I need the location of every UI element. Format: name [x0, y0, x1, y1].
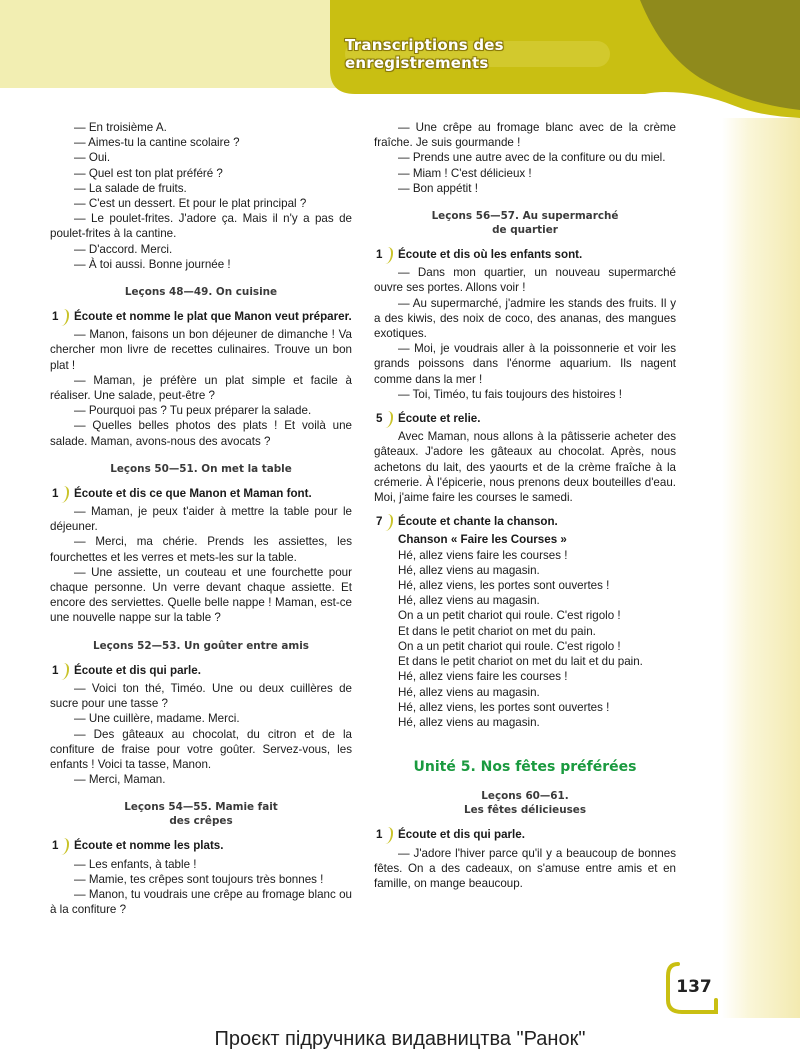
dialogue-paragraph: — Des gâteaux au chocolat, du citron et de la confiture de fraise pour votre goûter. Servez-vous, les enfants ! Voici ta tasse, Manon. — [50, 727, 352, 771]
dialogue-line: — Oui. — [74, 151, 111, 165]
task-instruction — [374, 247, 676, 262]
dialogue-paragraph: — Moi, je voudrais aller à la poissonnerie et voir les grands poissons dans l'énorme aquarium. Ils nagent comme dans la mer ! — [374, 342, 676, 386]
song-line: Et dans le petit chariot on met du pain. — [398, 624, 596, 638]
task-text: Écoute et dis ce que Manon et Maman font. — [74, 486, 312, 500]
dialogue-paragraph: — Voici ton thé, Timéo. Une ou deux cuillères de sucre pour une tasse ? — [50, 681, 352, 711]
task-instruction — [374, 514, 676, 529]
dialogue-paragraph: — Manon, tu voudrais une crêpe au fromage blanc ou à la confiture ? — [50, 887, 352, 917]
task-instruction — [50, 486, 352, 501]
bracket-icon — [61, 838, 69, 855]
dialogue-line: — À toi aussi. Bonne journée ! — [74, 257, 231, 271]
lesson-heading: Leçons 52—53. Un goûter entre amis — [92, 639, 309, 652]
task-text: Écoute et dis qui parle. — [74, 663, 201, 677]
bracket-icon — [61, 309, 69, 326]
dialogue-paragraph: — Une crêpe au fromage blanc avec de la crème fraîche. Je suis gourmande ! — [374, 121, 676, 150]
task-instruction — [374, 827, 676, 842]
lesson-heading-line: des crêpes — [169, 815, 233, 828]
task-number: 7 — [376, 515, 383, 529]
song-line: On a un petit chariot qui roule. C'est rigolo ! — [398, 639, 621, 653]
page-number: 137 — [676, 977, 712, 997]
task-instruction — [374, 411, 676, 426]
song-line: Hé, allez viens, les portes sont ouvertes ! — [398, 579, 610, 593]
bracket-icon — [385, 827, 393, 844]
dialogue-paragraph: — Les enfants, à table ! — [74, 857, 197, 871]
dialogue-paragraph: — Quelles belles photos des plats ! Et voilà une salade. Maman, avons-nous des avocats ? — [50, 419, 352, 448]
dialogue-paragraph: — Une assiette, un couteau et une fourchette pour chaque personne. Un verre devant chaque assiette. Et encore des serviettes. Quelle belle nappe ! Maman, est-ce une nouvelle nappe sur la table ? — [50, 565, 352, 625]
right-column — [374, 120, 676, 891]
task-instruction — [50, 663, 352, 678]
lesson-heading-line: Leçons 56—57. Au supermarché — [431, 210, 619, 223]
bracket-icon — [61, 486, 69, 503]
section-title: Transcriptions des enregistrements — [345, 36, 504, 72]
dialogue-paragraph: — Toi, Timéo, tu fais toujours des histoires ! — [398, 387, 623, 401]
dialogue-line: — Bon appétit ! — [398, 181, 478, 195]
lesson-heading: Leçons 48—49. On cuisine — [124, 286, 278, 299]
dialogue-line: — Quel est ton plat préféré ? — [74, 166, 223, 180]
dialogue-line: — C'est un dessert. Et pour le plat principal ? — [74, 197, 307, 211]
side-band — [722, 118, 800, 1018]
lesson-heading-line: de quartier — [492, 224, 558, 237]
bracket-icon — [385, 411, 393, 428]
task-number: 1 — [52, 839, 59, 853]
dialogue-paragraph: — J'adore l'hiver parce qu'il y a beaucoup de bonnes fêtes. On a des cadeaux, on s'amuse entre amis et en famille, on mange beaucoup. — [374, 846, 676, 890]
dialogue-line: — Aimes-tu la cantine scolaire ? — [74, 136, 240, 150]
song-line: Hé, allez viens au magasin. — [398, 685, 540, 699]
lesson-heading — [50, 800, 352, 828]
task-instruction — [50, 309, 352, 324]
dialogue-line: — En troisième A. — [74, 121, 167, 134]
task-number: 1 — [376, 828, 383, 842]
lesson-heading: Leçons 50—51. On met la table — [110, 462, 292, 475]
song-line: Hé, allez viens faire les courses ! — [398, 670, 568, 684]
lesson-heading-line: Leçons 60—61. — [481, 790, 569, 803]
dialogue-line: — La salade de fruits. — [74, 181, 187, 195]
song-line: Hé, allez viens faire les courses ! — [398, 548, 568, 562]
song-title: Chanson « Faire les Courses » — [398, 533, 567, 547]
dialogue-paragraph: — Merci, Maman. — [74, 773, 166, 787]
task-text: Écoute et dis qui parle. — [398, 828, 525, 842]
dialogue-paragraph: — Le poulet-frites. J'adore ça. Mais il n'y a pas de poulet-frites à la cantine. — [50, 212, 352, 241]
task-number: 1 — [52, 486, 59, 500]
song-line: Hé, allez viens, les portes sont ouvertes ! — [398, 700, 610, 714]
task-text: Écoute et nomme les plats. — [74, 839, 224, 853]
text-paragraph: Avec Maman, nous allons à la pâtisserie acheter des gâteaux. J'adore les gâteaux au chocolat. Après, nous achetons du lait, des yaourts et de la crème fraîche à la crémerie. À l'épicerie, nous prenons deux bouteilles d'eau. Moi, j'aime faire les courses le samedi. — [374, 430, 676, 505]
dialogue-paragraph: — Pourquoi pas ? Tu peux préparer la salade. — [74, 404, 312, 418]
bracket-icon — [61, 663, 69, 680]
task-text: Écoute et chante la chanson. — [398, 515, 558, 529]
song-line: Et dans le petit chariot on met du lait et du pain. — [398, 655, 643, 669]
task-number: 1 — [376, 248, 383, 262]
dialogue-paragraph: — Maman, je préfère un plat simple et facile à réaliser. Une salade, peut-être ? — [50, 373, 352, 403]
song-line: On a un petit chariot qui roule. C'est rigolo ! — [398, 609, 621, 623]
dialogue-paragraph: — Au supermarché, j'admire les stands des fruits. Il y a des kiwis, des noix de coco, des ananas, des mangues exotiques. — [374, 296, 676, 341]
song-line: Hé, allez viens au magasin. — [398, 563, 540, 577]
bracket-icon — [385, 514, 393, 531]
lesson-heading-line: Leçons 54—55. Mamie fait — [124, 801, 278, 814]
dialogue-paragraph: — Une cuillère, madame. Merci. — [74, 712, 240, 726]
dialogue-paragraph: — Merci, ma chérie. Prends les assiettes, les fourchettes et les verres et mets-les sur la table. — [50, 535, 352, 564]
song-line: Hé, allez viens au magasin. — [398, 594, 540, 608]
task-number: 1 — [52, 663, 59, 677]
dialogue-paragraph: — Manon, faisons un bon déjeuner de dimanche ! Va chercher mon livre de recettes culinaires. Trouve un bon plat ! — [50, 328, 352, 372]
lesson-heading-line: Les fêtes délicieuses — [463, 804, 587, 817]
task-number: 1 — [52, 310, 59, 324]
lesson-heading — [374, 789, 676, 817]
unit-title: Unité 5. Nos fêtes préférées — [413, 759, 637, 776]
lesson-heading — [374, 209, 676, 237]
task-number: 5 — [376, 412, 383, 426]
dialogue-paragraph: — Dans mon quartier, un nouveau supermarché ouvre ses portes. Allons voir ! — [374, 266, 676, 295]
bracket-icon — [385, 247, 393, 264]
task-instruction — [50, 838, 352, 853]
dialogue-paragraph: — Prends une autre avec de la confiture ou du miel. — [398, 151, 666, 165]
dialogue-line: — Miam ! C'est délicieux ! — [398, 166, 532, 180]
task-text: Écoute et dis où les enfants sont. — [398, 248, 583, 262]
footer-caption: Проєкт підручника видавництва "Ранок" — [214, 1028, 586, 1050]
task-text: Écoute et nomme le plat que Manon veut préparer. — [74, 310, 352, 324]
dialogue-line: — D'accord. Merci. — [74, 242, 173, 256]
dialogue-paragraph: — Maman, je peux t'aider à mettre la table pour le déjeuner. — [50, 505, 352, 534]
dialogue-paragraph: — Mamie, tes crêpes sont toujours très bonnes ! — [74, 872, 324, 886]
left-column — [50, 120, 352, 917]
task-text: Écoute et relie. — [398, 412, 481, 426]
song-line: Hé, allez viens au magasin. — [398, 715, 540, 729]
